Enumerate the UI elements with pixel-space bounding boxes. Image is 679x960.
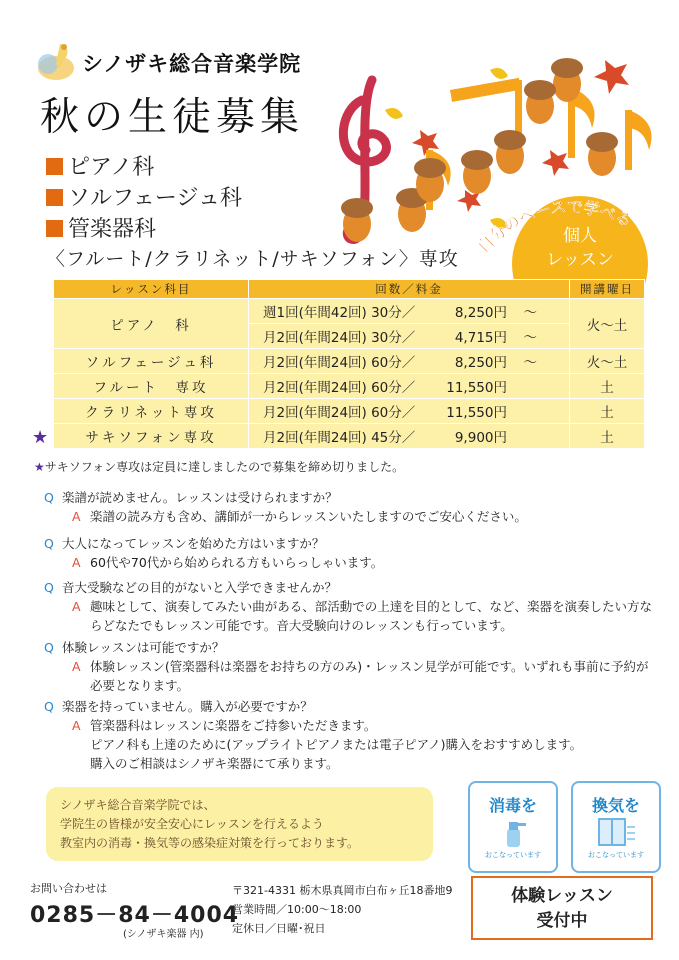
department-label: 管楽器科 bbox=[68, 217, 157, 242]
table-row bbox=[54, 399, 645, 424]
question-text: 楽譜が読めません。レッスンは受けられますか？ bbox=[62, 490, 338, 505]
a-mark: A bbox=[72, 599, 81, 614]
closing-note bbox=[34, 458, 404, 475]
lesson-count: 月2回(年間24回) 30分／ bbox=[263, 330, 416, 346]
a-mark: A bbox=[72, 555, 81, 570]
price-cell bbox=[249, 299, 570, 324]
covid-line: 学院生の皆様が安全安心にレッスンを行えるよう bbox=[60, 817, 324, 831]
faq-question bbox=[44, 638, 224, 656]
question-text: 大人になってレッスンを始めた方はいますか？ bbox=[62, 536, 325, 551]
q-mark: Q bbox=[44, 640, 54, 655]
answer-line: 管楽器科はレッスンに楽器をご持参いただきます。 bbox=[90, 718, 377, 733]
answer-text bbox=[90, 716, 655, 773]
faq-question bbox=[44, 534, 324, 552]
lesson-count: 週1回(年間42回) 30分／ bbox=[263, 305, 416, 321]
lesson-price: 8,250円 bbox=[454, 305, 507, 321]
q-mark: Q bbox=[44, 580, 54, 595]
phone-note: (シノザキ楽器 内) bbox=[123, 929, 204, 940]
lesson-day: 火～土 bbox=[570, 349, 645, 374]
department-solfege bbox=[46, 181, 242, 212]
faq-answer bbox=[72, 657, 655, 695]
course-name: ピアノ 科 bbox=[54, 299, 249, 349]
q-mark: Q bbox=[44, 490, 54, 505]
sign-subtitle: おこなっています bbox=[485, 851, 541, 859]
window-icon bbox=[597, 817, 637, 849]
price-tilde: ～ bbox=[523, 330, 537, 346]
question-text: 音大受験などの目的がないと入学できませんか？ bbox=[62, 580, 338, 595]
covid-notice-text bbox=[60, 796, 359, 853]
answer-line: 購入のご相談はシノザキ楽器にて承ります。 bbox=[90, 756, 339, 771]
question-text: 体験レッスンは可能ですか？ bbox=[62, 640, 225, 655]
majors-text: 〈フルート/クラリネット/サキソフォン〉専攻 bbox=[46, 248, 459, 270]
answer-text: 体験レッスン(管楽器科は楽器をお持ちの方のみ)・レッスン見学が可能です。いずれも事前に予約が必要となります。 bbox=[90, 659, 649, 693]
price-cell bbox=[249, 324, 570, 349]
closing-note-text: サキソフォン専攻は定員に達しましたので募集を締め切りました。 bbox=[44, 460, 405, 474]
holiday: 定休日／日曜･祝日 bbox=[232, 922, 326, 935]
q-mark: Q bbox=[44, 536, 54, 551]
lesson-count: 月2回(年間24回) 60分／ bbox=[263, 405, 416, 421]
price-cell bbox=[249, 424, 570, 449]
table-row bbox=[54, 374, 645, 399]
star-icon: ★ bbox=[34, 460, 45, 474]
course-name: ソルフェージュ科 bbox=[54, 349, 249, 374]
ventilation-sign bbox=[571, 781, 661, 873]
business-hours: 営業時間／10:00～18:00 bbox=[232, 903, 362, 916]
faq-answer bbox=[72, 597, 655, 635]
course-name: フルート 専攻 bbox=[54, 374, 249, 399]
school-logo bbox=[34, 38, 80, 82]
price-tilde: ～ bbox=[523, 355, 537, 371]
badge-line1: 個人 bbox=[563, 226, 597, 246]
answer-text: 楽譜の読み方も含め、講師が一からレッスンいたしますのでご安心ください。 bbox=[90, 509, 527, 524]
trial-line1: 体験レッスン bbox=[511, 886, 613, 906]
trial-lesson-box bbox=[471, 876, 653, 940]
answer-text: 60代や70代から始められる方もいらっしゃいます。 bbox=[90, 555, 384, 570]
lesson-price: 9,900円 bbox=[454, 430, 507, 446]
answer-line: ピアノ科も上達のために(アップライトピアノまたは電子ピアノ)購入をおすすめします。 bbox=[90, 737, 583, 752]
lesson-count: 月2回(年間24回) 60分／ bbox=[263, 355, 416, 371]
badge-line2: レッスン bbox=[546, 250, 614, 270]
faq-answer bbox=[72, 507, 655, 526]
a-mark: A bbox=[72, 718, 81, 733]
spray-bottle-icon bbox=[498, 817, 528, 849]
a-mark: A bbox=[72, 659, 81, 674]
answer-text: 趣味として、演奏してみたい曲がある、部活動での上達を目的として、など、楽器を演奏したい方ならどなたでもレッスン可能です。音大受験向けのレッスンも行っています。 bbox=[90, 599, 653, 633]
faq-question bbox=[44, 697, 313, 715]
price-cell bbox=[249, 349, 570, 374]
table-header: 回数／料金 bbox=[249, 280, 570, 299]
phone-number[interactable]: 0285－84－4004 bbox=[30, 903, 240, 928]
lesson-day: 火～土 bbox=[570, 299, 645, 349]
lesson-price: 11,550円 bbox=[446, 405, 507, 421]
sign-title: 換気を bbox=[591, 796, 640, 815]
price-tilde: ～ bbox=[523, 305, 537, 321]
lesson-day: 土 bbox=[570, 424, 645, 449]
lesson-price: 11,550円 bbox=[446, 380, 507, 396]
course-name: サキソフォン専攻 bbox=[54, 424, 249, 449]
lesson-count: 月2回(年間24回) 45分／ bbox=[263, 430, 416, 446]
faq-answer bbox=[72, 553, 655, 572]
price-cell bbox=[249, 399, 570, 424]
department-wind bbox=[46, 212, 156, 243]
covid-line: シノザキ総合音楽学院では、 bbox=[60, 798, 216, 812]
covid-line: 教室内の消毒・換気等の感染症対策を行っております。 bbox=[60, 836, 360, 850]
sign-subtitle: おこなっています bbox=[588, 851, 644, 859]
table-header-row bbox=[54, 280, 645, 299]
lesson-price: 4,715円 bbox=[454, 330, 507, 346]
department-label: ピアノ科 bbox=[68, 155, 155, 180]
course-name: クラリネット専攻 bbox=[54, 399, 249, 424]
svg-text:自分のペースで学べる bbox=[473, 197, 634, 257]
lesson-fee-table bbox=[53, 279, 645, 449]
price-cell bbox=[249, 374, 570, 399]
question-text: 楽器を持っていません。購入が必要ですか？ bbox=[62, 699, 313, 714]
lesson-price: 8,250円 bbox=[454, 355, 507, 371]
table-header: 開講曜日 bbox=[570, 280, 645, 299]
lesson-count: 月2回(年間24回) 60分／ bbox=[263, 380, 416, 396]
lesson-day: 土 bbox=[570, 399, 645, 424]
trial-line2: 受付中 bbox=[536, 911, 588, 931]
department-piano bbox=[46, 150, 154, 181]
address-block bbox=[232, 881, 452, 938]
q-mark: Q bbox=[44, 699, 54, 714]
school-name: シノザキ総合音楽学院 bbox=[82, 52, 302, 76]
address: 〒321-4331 栃木県真岡市白布ヶ丘18番地9 bbox=[232, 884, 453, 897]
disinfection-sign bbox=[468, 781, 558, 873]
contact-label: お問い合わせは bbox=[30, 882, 107, 895]
table-row bbox=[54, 299, 645, 324]
faq-question bbox=[44, 578, 337, 596]
table-row bbox=[54, 349, 645, 374]
table-header: レッスン科目 bbox=[54, 280, 249, 299]
slogan-text: 自分のペースで学べる bbox=[473, 196, 635, 257]
table-row bbox=[54, 424, 645, 449]
sign-title: 消毒を bbox=[488, 796, 537, 815]
star-icon: ★ bbox=[32, 427, 49, 448]
lesson-day: 土 bbox=[570, 374, 645, 399]
page-title: 秋の生徒募集 bbox=[40, 95, 305, 140]
faq-question bbox=[44, 488, 338, 506]
slogan-arc bbox=[470, 188, 650, 258]
department-label: ソルフェージュ科 bbox=[68, 186, 243, 211]
faq-answer bbox=[72, 716, 655, 773]
a-mark: A bbox=[72, 509, 81, 524]
